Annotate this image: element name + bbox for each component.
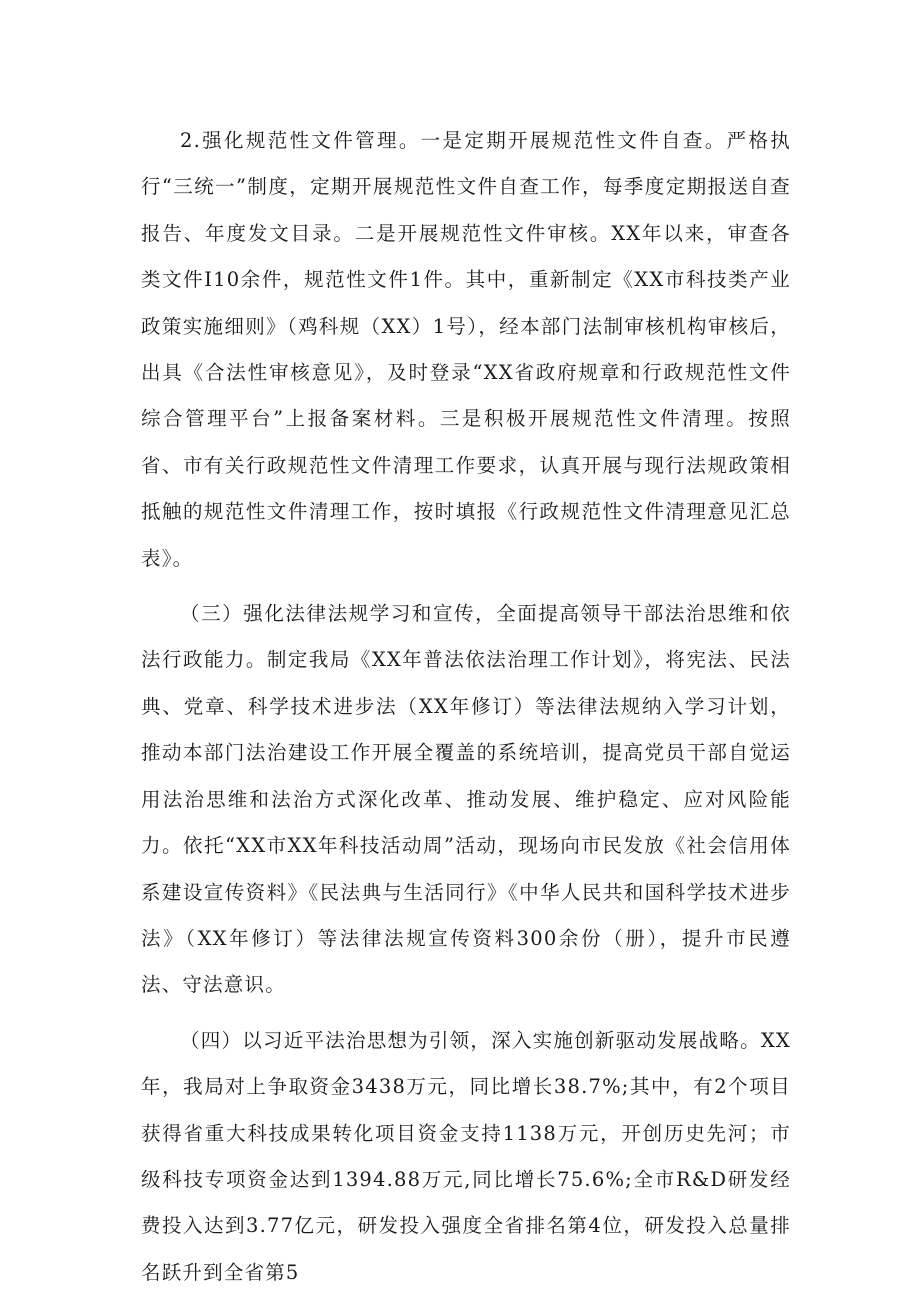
paragraph-normative-documents: 2.强化规范性文件管理。一是定期开展规范性文件自查。严格执行“三统一”制度，定期开展规范性文件自查工作，每季度定期报送自查报告、年度发文目录。二是开展规范性文件审核。XX年以来，审查各类文件I10余件，规范性文件1件。其中，重新制定《XX市科技类产业政策实施细则》（鸡科规（XX）1号），经本部门法制审核机构审核后，出具《合法性审核意见》，及时登录“XX省政府规章和行政规范性文件综合管理平台”上报备案材料。三是积极开展规范性文件清理。按照省、市有关行政规范性文件清理工作要求，认真开展与现行法规政策相抵触的规范性文件清理工作，按时填报《行政规范性文件清理意见汇总表》。 [141, 129, 791, 570]
paragraph-innovation-strategy: （四）以习近平法治思想为引领，深入实施创新驱动发展战略。XX年，我局对上争取资金3438万元，同比增长38.7%;其中，有2个项目获得省重大科技成果转化项目资金支持1138万元，开创历史先河；市级科技专项资金达到1394.88万元,同比增长75.6%;全市R&D研发经费投入达到3.77亿元，研发投入强度全省排名第4位，研发投入总量排名跃升到全省第5 [141, 1028, 791, 1284]
paragraph-law-study-publicity: （三）强化法律法规学习和宣传，全面提高领导干部法治思维和依法行政能力。制定我局《XX年普法依法治理工作计划》，将宪法、民法典、党章、科学技术进步法（XX年修订）等法律法规纳入学习计划，推动本部门法治建设工作开展全覆盖的系统培训，提高党员干部自觉运用法治思维和法治方式深化改革、推动发展、维护稳定、应对风险能力。依托“XX市XX年科技活动周”活动，现场向市民发放《社会信用体系建设宣传资料》《民法典与生活同行》《中华人民共和国科学技术进步法》（XX年修订）等法律法规宣传资料300余份（册），提升市民遵法、守法意识。 [141, 602, 791, 997]
document-body [141, 118, 791, 1296]
